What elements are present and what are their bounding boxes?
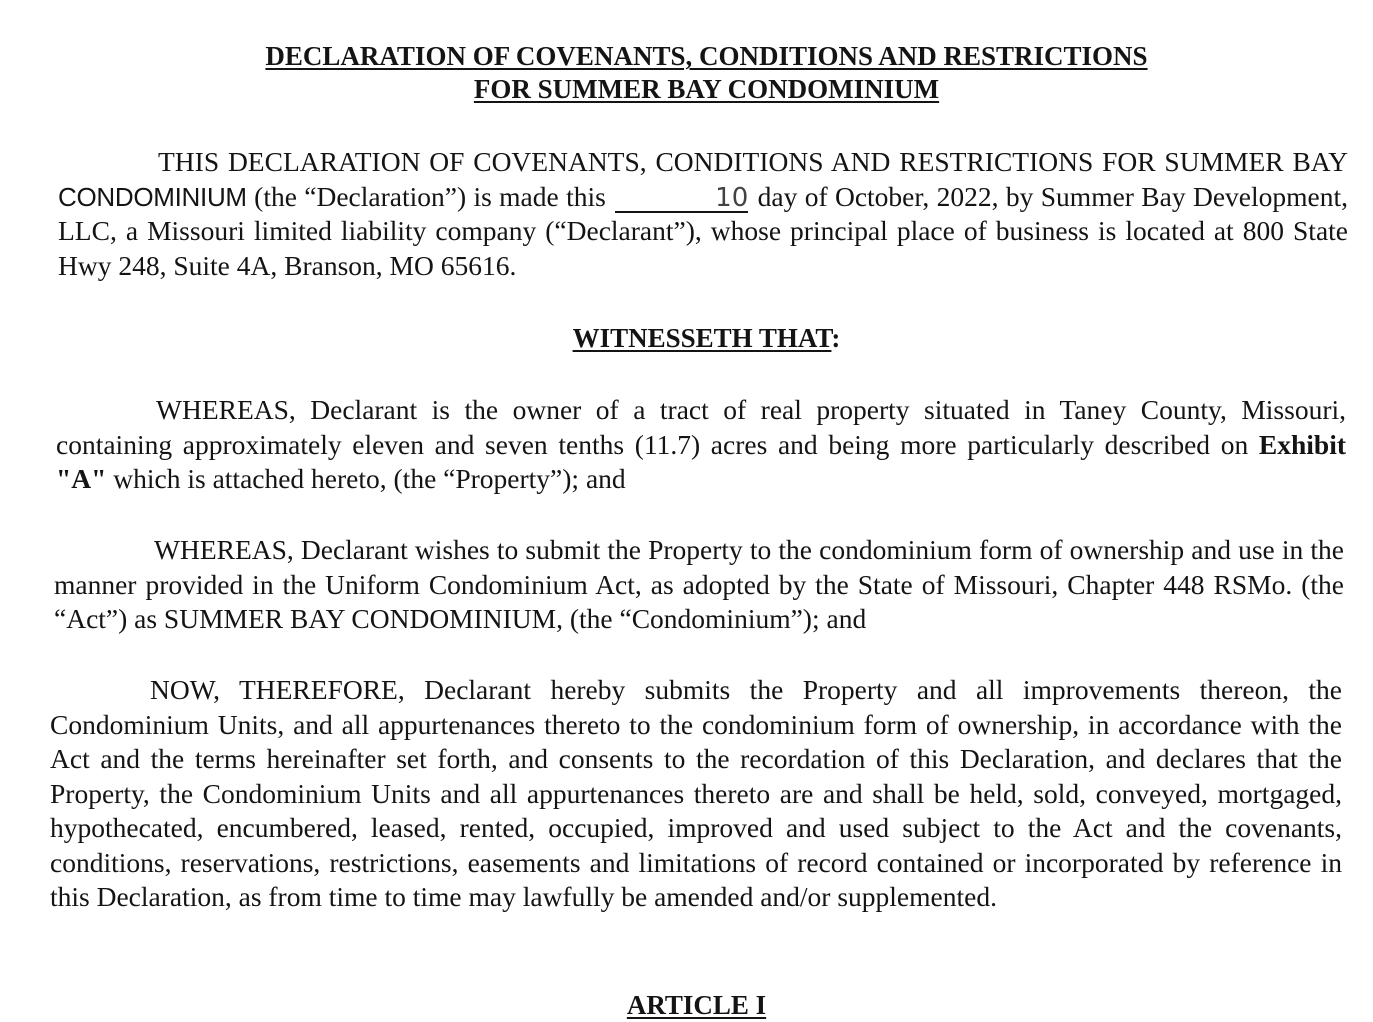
article-heading: ARTICLE I <box>626 990 767 1020</box>
intro-paragraph: THIS DECLARATION OF COVENANTS, CONDITIONS AND RESTRICTIONS FOR SUMMER BAY CONDOMINIUM (the “Declaration”) is made this 10 day of October, 2022, by Summer Bay Development, LLC, a Missouri limited liability company (“Declarant”), whose principal place of business is located at 800 State Hwy 248, Suite 4A, Branson, MO 65616. <box>58 146 1348 281</box>
title-line-1: DECLARATION OF COVENANTS, CONDITIONS AND RESTRICTIONS <box>265 41 1148 71</box>
condominium-word: CONDOMINIUM <box>58 181 247 212</box>
whereas-paragraph-1: WHEREAS, Declarant is the owner of a tract of real property situated in Taney County, Missouri, containing approximately eleven and seven tenths (11.7) acres and being more particularly described on Exhibit "A" which is attached hereto, (the “Property”); and <box>56 394 1346 494</box>
witnesseth-heading: WITNESSETH THAT: <box>572 323 841 353</box>
title-line-2: FOR SUMMER BAY CONDOMINIUM <box>473 74 940 104</box>
whereas-paragraph-2: WHEREAS, Declarant wishes to submit the Property to the condominium form of ownership and use in the manner provided in the Uniform Condominium Act, as adopted by the State of Missouri, Chapter 448 RSMo. (the “Act”) as SUMMER BAY CONDOMINIUM, (the “Condominium”); and <box>54 534 1344 634</box>
handwritten-day: 10 <box>715 182 749 213</box>
exhibit-a-reference: Exhibit "A" <box>56 428 1346 494</box>
document-title <box>0 40 1373 106</box>
now-therefore-paragraph: NOW, THEREFORE, Declarant hereby submits the Property and all improvements thereon, the Condominium Units, and all appurtenances thereto to the condominium form of ownership, in accordance with the Act and the terms hereinafter set forth, and consents to the recordation of this Declaration, and declares that the Property, the Condominium Units and all appurtenances thereto are and shall be held, sold, conveyed, mortgaged, hypothecated, encumbered, leased, rented, occupied, improved and used subject to the Act and the covenants, conditions, reservations, restrictions, easements and limitations of record contained or incorporated by reference in this Declaration, as from time to time may lawfully be amended and/or supplemented. <box>50 674 1342 912</box>
day-blank <box>615 184 748 213</box>
